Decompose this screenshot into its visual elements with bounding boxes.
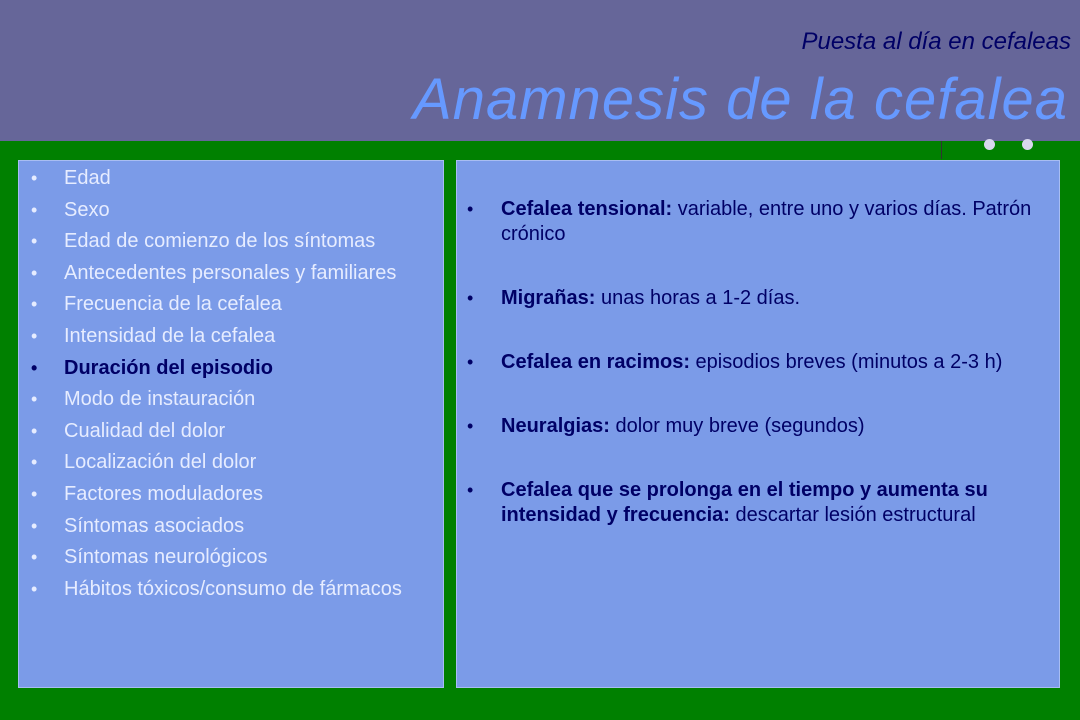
slide-header <box>0 0 1080 141</box>
bullet-icon: • <box>31 389 38 410</box>
list-item-label: Factores moduladores <box>64 482 263 505</box>
bullet-icon: • <box>31 452 38 473</box>
episode-duration-list <box>457 161 1059 528</box>
headache-type-term: Cefalea en racimos: <box>501 351 690 373</box>
bullet-icon: • <box>31 294 38 315</box>
list-item-label: Frecuencia de la cefalea <box>64 293 282 316</box>
decorative-dot-icon <box>984 139 995 150</box>
slide-subtitle: Puesta al día en cefaleas <box>801 28 1071 55</box>
list-item-label: Antecedentes personales y familiares <box>64 261 397 284</box>
bullet-icon: • <box>467 352 474 372</box>
list-item-label: Cualidad del dolor <box>64 419 226 442</box>
list-item <box>19 324 443 349</box>
list-item <box>457 414 1059 439</box>
bullet-icon: • <box>467 480 474 500</box>
duration-description: descartar lesión estructural <box>729 504 976 526</box>
list-item-label: Síntomas neurológicos <box>64 546 268 569</box>
anamnesis-items-panel <box>18 160 444 688</box>
list-item-label: Intensidad de la cefalea <box>64 324 276 347</box>
bullet-icon: • <box>31 547 38 568</box>
headache-type-term: Cefalea tensional: <box>501 198 673 220</box>
bullet-icon: • <box>31 231 38 252</box>
list-item <box>19 292 443 317</box>
decorative-dot-icon <box>1022 139 1033 150</box>
list-item <box>19 387 443 412</box>
episode-duration-panel <box>456 160 1060 688</box>
bullet-icon: • <box>31 199 38 220</box>
duration-description: episodios breves (minutos a 2-3 h) <box>689 351 1003 373</box>
bullet-icon: • <box>31 262 38 283</box>
list-item <box>457 286 1059 311</box>
bullet-icon: • <box>31 357 38 378</box>
list-item-label: Duración del episodio <box>64 356 273 379</box>
list-item <box>19 450 443 475</box>
bullet-icon: • <box>31 483 38 504</box>
list-item <box>19 198 443 223</box>
list-item <box>19 166 443 191</box>
list-item <box>19 545 443 570</box>
list-item <box>19 419 443 444</box>
bullet-icon: • <box>467 288 474 308</box>
list-item <box>19 261 443 286</box>
bullet-icon: • <box>467 199 474 219</box>
slide-title: Anamnesis de la cefalea <box>413 67 1068 132</box>
headache-type-term: Migrañas: <box>501 287 596 309</box>
list-item <box>19 356 443 381</box>
bullet-icon: • <box>31 325 38 346</box>
anamnesis-items-list <box>19 161 443 602</box>
bullet-icon: • <box>467 416 474 436</box>
list-item <box>457 478 1059 528</box>
list-item <box>457 350 1059 375</box>
duration-description: unas horas a 1-2 días. <box>595 287 801 309</box>
list-item-label: Modo de instauración <box>64 388 256 411</box>
list-item-label: Síntomas asociados <box>64 514 245 537</box>
list-item <box>457 197 1059 247</box>
list-item-label: Localización del dolor <box>64 451 257 474</box>
headache-type-term: Cefalea que se prolonga en el tiempo y aumenta su intensidad y frecuencia: <box>501 479 988 526</box>
list-item <box>19 482 443 507</box>
duration-description: variable, entre uno y varios días. Patrón crónico <box>501 198 1032 245</box>
list-item <box>19 577 443 602</box>
duration-description: dolor muy breve (segundos) <box>609 415 865 437</box>
list-item-label: Edad <box>64 167 111 189</box>
bullet-icon: • <box>31 420 38 441</box>
headache-type-term: Neuralgias: <box>501 415 610 437</box>
list-item-label: Hábitos tóxicos/consumo de fármacos <box>64 577 402 600</box>
list-item-label: Sexo <box>64 198 110 221</box>
list-item <box>19 514 443 539</box>
bullet-icon: • <box>31 168 38 188</box>
list-item <box>19 229 443 254</box>
bullet-icon: • <box>31 578 38 599</box>
list-item-label: Edad de comienzo de los síntomas <box>64 230 376 253</box>
decorative-line <box>941 141 942 159</box>
bullet-icon: • <box>31 515 38 536</box>
